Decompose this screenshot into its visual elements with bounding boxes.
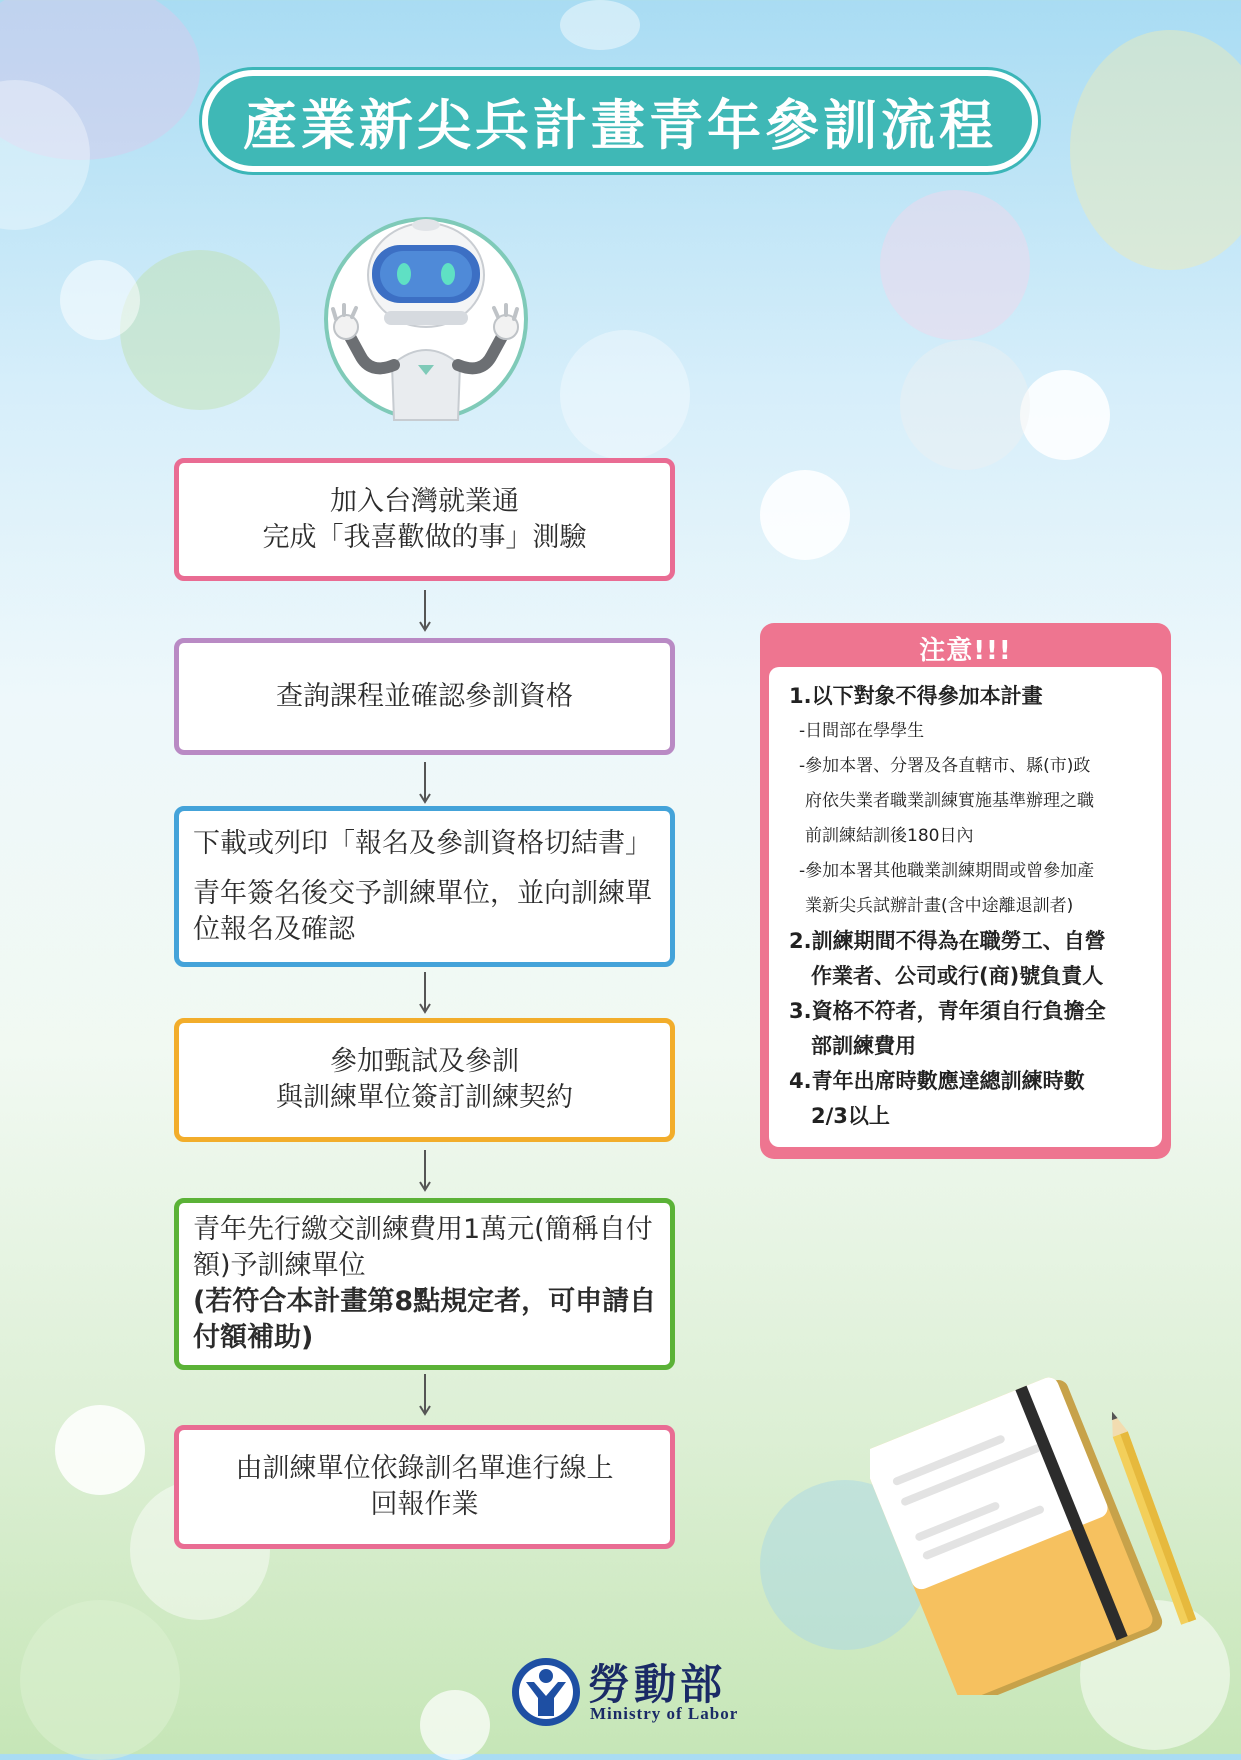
arrow-down-icon bbox=[418, 762, 432, 804]
notice-item-1-sub: 府依失業者職業訓練實施基準辦理之職 bbox=[805, 791, 1094, 811]
notice-panel bbox=[760, 623, 1171, 1159]
bokeh-bubble bbox=[55, 1405, 145, 1495]
notice-title: 注意!!! bbox=[919, 635, 1012, 666]
ministry-of-labor-logo bbox=[510, 1652, 775, 1732]
step-4-line-1: 參加甄試及參訓 bbox=[330, 1046, 519, 1077]
notice-item-2: 2.訓練期間不得為在職勞工、自營 bbox=[789, 929, 1106, 953]
bokeh-bubble bbox=[900, 340, 1030, 470]
flow-step-5 bbox=[174, 1198, 675, 1370]
bokeh-bubble bbox=[0, 0, 200, 160]
bokeh-bubble bbox=[560, 0, 640, 50]
bokeh-bubble bbox=[760, 470, 850, 560]
flow-step-1 bbox=[174, 458, 675, 581]
logo-name-cn: 勞動部 bbox=[588, 1660, 727, 1709]
logo-name-en: Ministry of Labor bbox=[590, 1704, 739, 1723]
bokeh-bubble bbox=[1070, 30, 1241, 270]
notice-item-4-cont: 2/3以上 bbox=[811, 1104, 890, 1128]
step-4-line-2: 與訓練單位簽訂訓練契約 bbox=[276, 1082, 573, 1113]
flow-step-6 bbox=[174, 1425, 675, 1549]
notice-item-1-sub: -日間部在學學生 bbox=[799, 721, 925, 741]
bokeh-bubble bbox=[560, 330, 690, 460]
step-6-line-1: 由訓練單位依錄訓名單進行線上 bbox=[235, 1453, 614, 1484]
bokeh-bubble bbox=[420, 1690, 490, 1760]
notice-item-3: 3.資格不符者，青年須自行負擔全 bbox=[789, 999, 1106, 1023]
arrow-down-icon bbox=[418, 972, 432, 1014]
notice-item-3-cont: 部訓練費用 bbox=[811, 1034, 916, 1058]
step-2-line-1: 查詢課程並確認參訓資格 bbox=[276, 680, 573, 712]
bokeh-bubble bbox=[1020, 370, 1110, 460]
title-banner bbox=[199, 67, 1041, 175]
step-6-line-2: 回報作業 bbox=[370, 1489, 479, 1520]
notice-item-1-sub: -參加本署、分署及各直轄市、縣(市)政 bbox=[799, 756, 1091, 776]
arrow-down-icon bbox=[418, 1150, 432, 1192]
arrow-down-icon bbox=[418, 590, 432, 632]
step-1-line-2: 完成「我喜歡做的事」測驗 bbox=[262, 521, 587, 553]
flow-step-3 bbox=[174, 806, 675, 967]
bokeh-bubble bbox=[0, 80, 90, 230]
arrow-down-icon bbox=[418, 1374, 432, 1416]
ministry-logo-icon bbox=[510, 1656, 582, 1728]
bokeh-bubble bbox=[120, 250, 280, 410]
step-3-line-1: 下載或列印「報名及參訓資格切結書」 bbox=[193, 827, 652, 859]
step-5-line-2: (若符合本計畫第8點規定者，可申請自付額補助) bbox=[193, 1286, 657, 1353]
notice-item-1: 1.以下對象不得參加本計畫 bbox=[789, 684, 1043, 708]
step-1-line-1: 加入台灣就業通 bbox=[330, 485, 519, 517]
notice-body bbox=[769, 667, 1162, 1147]
notebook-illustration bbox=[870, 1365, 1210, 1695]
flow-step-2 bbox=[174, 638, 675, 755]
notice-item-2-cont: 作業者、公司或行(商)號負責人 bbox=[811, 964, 1104, 988]
notice-item-1-sub: -參加本署其他職業訓練期間或曾參加產 bbox=[799, 861, 1095, 881]
notice-item-1-sub: 業新尖兵試辦計畫(含中途離退訓者) bbox=[805, 896, 1074, 916]
bokeh-bubble bbox=[880, 190, 1030, 340]
flow-step-4 bbox=[174, 1018, 675, 1142]
bokeh-bubble bbox=[20, 1600, 180, 1760]
step-3-line-2: 青年簽名後交予訓練單位，並向訓練單位報名及確認 bbox=[193, 877, 652, 945]
notice-item-4: 4.青年出席時數應達總訓練時數 bbox=[789, 1069, 1085, 1093]
page-title: 產業新尖兵計畫青年參訓流程 bbox=[208, 76, 1032, 166]
notice-item-1-sub: 前訓練結訓後180日內 bbox=[805, 826, 974, 846]
step-5-line-1: 青年先行繳交訓練費用1萬元(簡稱自付額)予訓練單位 bbox=[193, 1214, 653, 1281]
robot-mascot-illustration bbox=[300, 215, 560, 425]
bokeh-bubble bbox=[60, 260, 140, 340]
